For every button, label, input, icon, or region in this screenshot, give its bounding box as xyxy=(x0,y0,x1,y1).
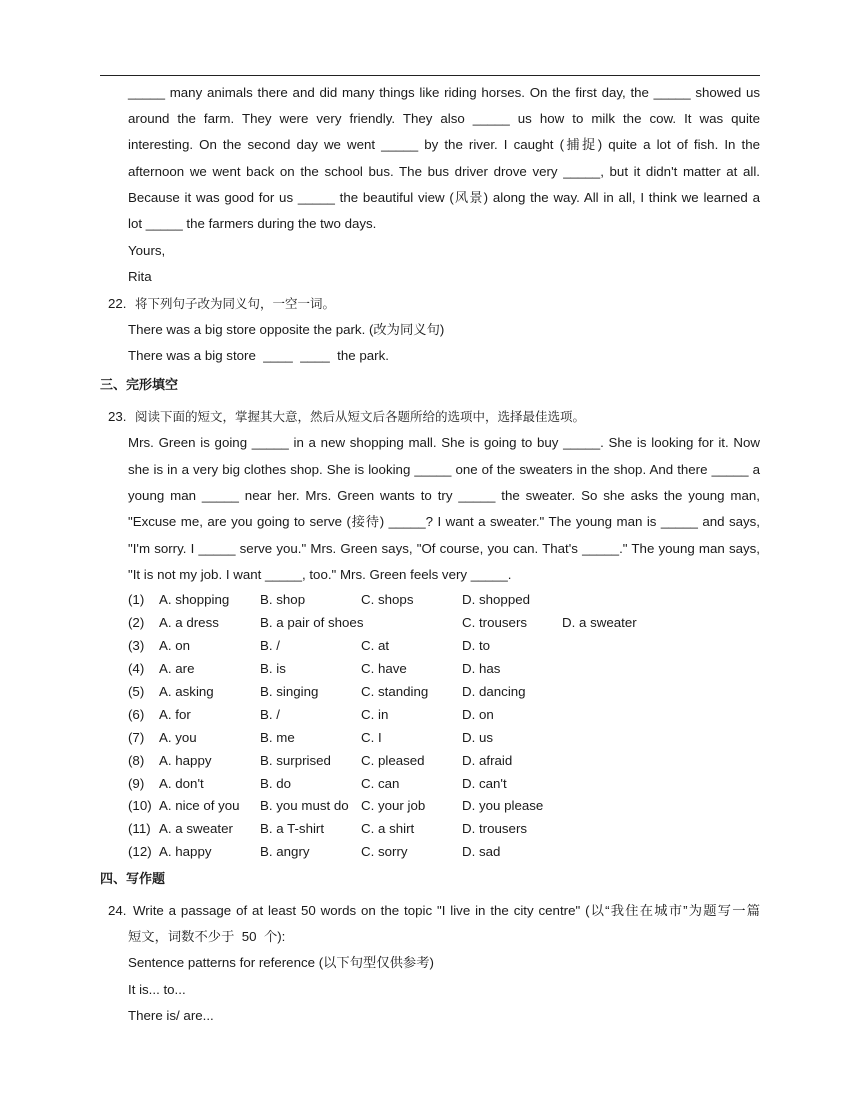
option-b[interactable]: B. shop xyxy=(260,592,306,607)
option-number: (12) xyxy=(128,844,152,859)
option-c[interactable]: C. can xyxy=(361,776,400,791)
option-a[interactable]: A. don't xyxy=(159,776,204,791)
option-d[interactable]: D. a sweater xyxy=(562,615,637,630)
option-b[interactable]: B. is xyxy=(260,661,286,676)
passage-line: around the farm. They were very friendly. They also _____ us how to milk the cow. It was quite xyxy=(128,111,760,126)
passage-line: Because it was good for us _____ the beautiful view (风景) along the way. All in all, I think we learned a xyxy=(128,190,760,205)
option-c[interactable]: C. sorry xyxy=(361,844,408,859)
option-b[interactable]: B. do xyxy=(260,776,292,791)
option-a[interactable]: A. a sweater xyxy=(159,821,233,836)
option-row xyxy=(128,752,760,770)
option-d[interactable]: D. to xyxy=(462,638,491,653)
passage-line: interesting. On the second day we went _____ by the river. I caught (捕捉) quite a lot of fish. In the xyxy=(128,137,760,152)
letter-closing: Yours, xyxy=(128,243,166,258)
option-c[interactable]: C. standing xyxy=(361,684,429,699)
option-c[interactable]: C. at xyxy=(361,638,390,653)
option-row xyxy=(128,706,760,724)
option-row xyxy=(128,797,760,815)
option-c[interactable]: C. shops xyxy=(361,592,414,607)
passage-line: afternoon we went back on the school bus. The bus driver drove very _____, but it didn't matter at all. xyxy=(128,164,760,179)
option-d[interactable]: D. sad xyxy=(462,844,501,859)
sentence-pattern: It is... to... xyxy=(128,982,186,997)
option-number: (10) xyxy=(128,798,152,813)
option-d[interactable]: D. on xyxy=(462,707,494,722)
cloze-line: "Excuse me, are you going to serve (接待) _____? I want a sweater." The young man is _____ and says, xyxy=(128,514,760,529)
option-b[interactable]: B. a T-shirt xyxy=(260,821,325,836)
cloze-line: "I'm sorry. I _____ serve you." Mrs. Green says, "Of course, you can. That's _____." The young man says, xyxy=(128,541,760,556)
option-number: (3) xyxy=(128,638,145,653)
option-a[interactable]: A. happy xyxy=(159,844,212,859)
question-answer-line: There was a big store ____ ____ the park. xyxy=(128,348,389,363)
option-d[interactable]: D. dancing xyxy=(462,684,526,699)
option-b[interactable]: B. you must do xyxy=(260,798,349,813)
patterns-title: Sentence patterns for reference (以下句型仅供参考) xyxy=(128,955,434,970)
question-number: 22. xyxy=(108,296,127,311)
option-d[interactable]: D. can't xyxy=(462,776,507,791)
option-number: (8) xyxy=(128,753,145,768)
option-c[interactable]: C. pleased xyxy=(361,753,425,768)
question-instruction: 将下列句子改为同义句，一空一词。 xyxy=(135,296,336,311)
passage-line: _____ many animals there and did many things like riding horses. On the first day, the _____ showed us xyxy=(128,85,760,100)
option-row xyxy=(128,591,760,609)
option-number: (2) xyxy=(128,615,145,630)
option-row xyxy=(128,775,760,793)
option-a[interactable]: A. for xyxy=(159,707,191,722)
option-a[interactable]: A. shopping xyxy=(159,592,230,607)
option-d[interactable]: D. us xyxy=(462,730,494,745)
option-a[interactable]: A. are xyxy=(159,661,195,676)
option-c[interactable]: C. have xyxy=(361,661,407,676)
option-a[interactable]: A. on xyxy=(159,638,191,653)
option-row xyxy=(128,614,760,632)
section-title: 四、写作题 xyxy=(100,872,166,887)
option-b[interactable]: B. surprised xyxy=(260,753,331,768)
option-number: (9) xyxy=(128,776,145,791)
option-number: (1) xyxy=(128,592,145,607)
option-number: (7) xyxy=(128,730,145,745)
option-row xyxy=(128,637,760,655)
option-row xyxy=(128,729,760,747)
option-b[interactable]: B. singing xyxy=(260,684,319,699)
option-b[interactable]: B. me xyxy=(260,730,295,745)
option-row xyxy=(128,843,760,861)
option-number: (11) xyxy=(128,821,151,836)
option-number: (6) xyxy=(128,707,145,722)
option-c[interactable]: C. in xyxy=(361,707,389,722)
option-d[interactable]: D. you please xyxy=(462,798,544,813)
option-row xyxy=(128,820,760,838)
option-d[interactable]: D. trousers xyxy=(462,821,528,836)
option-d[interactable]: D. has xyxy=(462,661,501,676)
cloze-line: Mrs. Green is going _____ in a new shopping mall. She is going to buy _____. She is looking for it. Now xyxy=(128,435,760,450)
question-number: 23. xyxy=(108,409,127,424)
cloze-line: "It is not my job. I want _____, too." Mrs. Green feels very _____. xyxy=(128,567,512,582)
option-a[interactable]: A. asking xyxy=(159,684,214,699)
option-c[interactable]: C. trousers xyxy=(462,615,528,630)
option-a[interactable]: A. you xyxy=(159,730,197,745)
option-c[interactable]: C. a shirt xyxy=(361,821,415,836)
cloze-line: young man _____ near her. Mrs. Green wants to try _____ the sweater. So she asks the young man, xyxy=(128,488,760,503)
option-d[interactable]: D. afraid xyxy=(462,753,513,768)
option-a[interactable]: A. a dress xyxy=(159,615,219,630)
option-c[interactable]: C. your job xyxy=(361,798,426,813)
cloze-line: she is in a very big clothes shop. She is looking _____ one of the sweaters in the shop. And there _____ a xyxy=(128,462,760,477)
letter-signature: Rita xyxy=(128,269,152,284)
question-number: 24. xyxy=(108,903,127,918)
option-a[interactable]: A. nice of you xyxy=(159,798,240,813)
question-instruction: Write a passage of at least 50 words on the topic "I live in the city centre" (以“我住在城市”为题写一篇 xyxy=(133,903,760,918)
option-b[interactable]: B. angry xyxy=(260,844,310,859)
section-title: 三、完形填空 xyxy=(100,378,179,393)
passage-line: lot _____ the farmers during the two days. xyxy=(128,216,377,231)
question-sentence: There was a big store opposite the park. (改为同义句) xyxy=(128,322,445,337)
option-number: (5) xyxy=(128,684,145,699)
option-d[interactable]: D. shopped xyxy=(462,592,531,607)
option-a[interactable]: A. happy xyxy=(159,753,212,768)
option-c[interactable]: C. I xyxy=(361,730,382,745)
option-b[interactable]: B. / xyxy=(260,707,280,722)
option-row xyxy=(128,683,760,701)
header-rule xyxy=(100,75,760,76)
question-instruction: 阅读下面的短文，掌握其大意，然后从短文后各题所给的选项中，选择最佳选项。 xyxy=(135,409,586,424)
option-row xyxy=(128,660,760,678)
sentence-pattern: There is/ are... xyxy=(128,1008,214,1023)
option-number: (4) xyxy=(128,661,145,676)
option-b[interactable]: B. a pair of shoes xyxy=(260,615,364,630)
option-b[interactable]: B. / xyxy=(260,638,280,653)
question-instruction-cont: 短文，词数不少于 50 个): xyxy=(128,929,286,944)
